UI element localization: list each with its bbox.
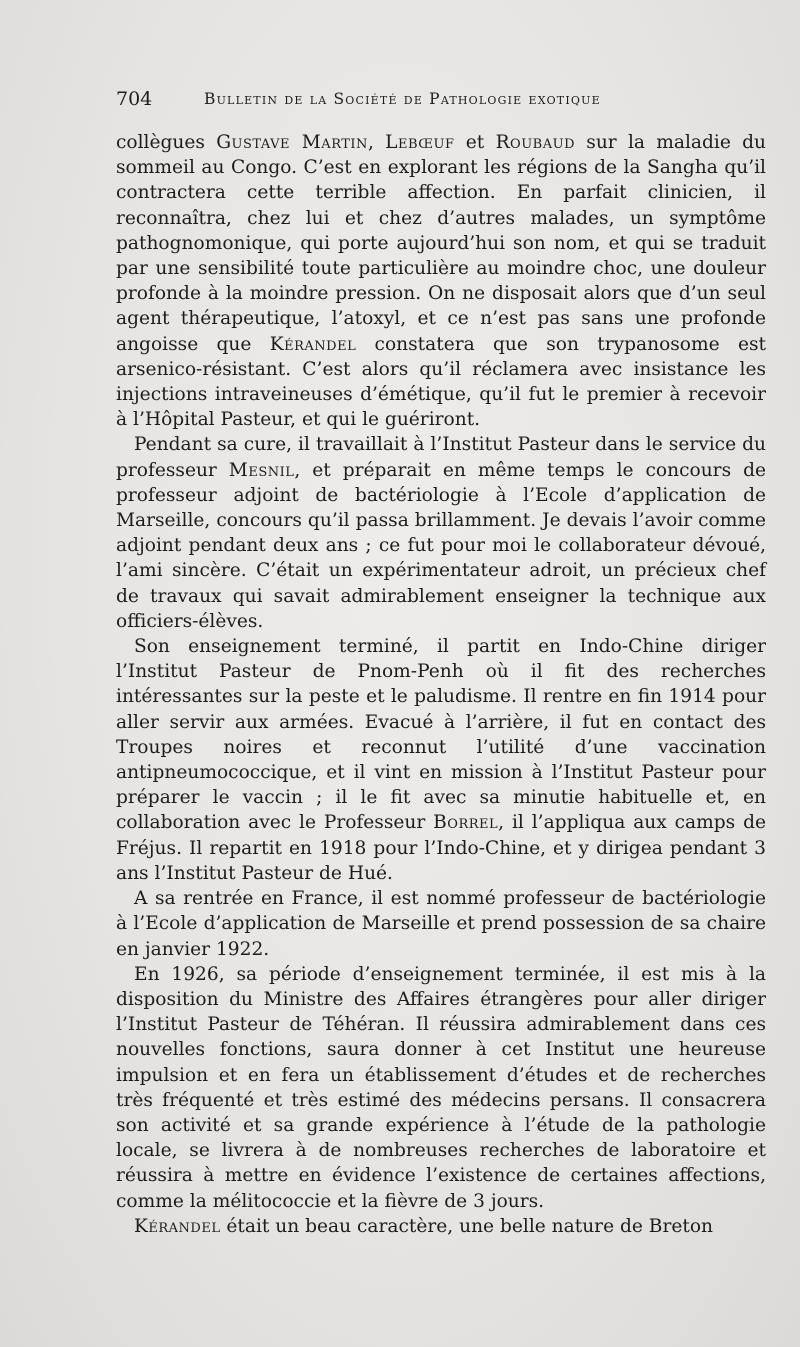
paragraph	[116, 1214, 766, 1239]
running-title: Bulletin de la Société de Pathologie exotique	[204, 90, 601, 108]
body-text	[116, 130, 766, 1239]
paragraph	[116, 130, 766, 432]
person-name: Roubaud	[495, 132, 575, 153]
page-number: 704	[116, 88, 153, 110]
text-run: ,	[367, 132, 386, 153]
text-run: , et préparait en même temps le concours de professeur adjoint de bactériologie à l’Ecole d’application de Marseille, concours qu’il passa brillamment. Je devais l’avoir comme adjoint pendant deux ans ; ce fut pour moi le collaborateur dévoué, l’ami sincère. C’était un expérimentateur adroit, un précieux chef de travaux qui savait admirablement enseigner la technique aux officiers-élèves.	[116, 459, 766, 632]
paragraph	[116, 962, 766, 1214]
text-run: Son enseignement terminé, il partit en Indo-Chine diriger l’Institut Pasteur de Pnom-Penh où il fit des recherches intéressantes sur la peste et le paludisme. Il rentre en fin 1914 pour aller servir aux armées. Evacué à l’arrière, il fut en contact des Troupes noires et reconnut l’utilité d’une vaccination antipneumococcique, et il vint en mission à l’Institut Pasteur pour préparer le vaccin ; il le fit avec sa minutie habituelle et, en collaboration avec le Professeur	[116, 636, 766, 834]
person-name: Kérandel	[134, 1215, 221, 1237]
person-name: Borrel	[433, 812, 499, 834]
text-run: sur la maladie du sommeil au Congo. C’est en explorant les régions de la Sangha qu’il contractera cette terrible affection. En parfait clinicien, il reconnaîtra, chez lui et chez d’autres malades, un symptôme pathognomonique, qui porte aujourd’hui son nom, et qui se traduit par une sensibilité toute particulière au moindre choc, une douleur profonde à la moindre pression. On ne disposait alors que d’un seul agent thérapeutique, l’atoxyl, et ce n’est pas sans une profonde angoisse que	[116, 132, 767, 355]
person-name: Mesnil	[228, 459, 295, 481]
paragraph	[116, 886, 766, 962]
person-name: Kérandel	[269, 333, 357, 355]
paragraph	[116, 432, 766, 634]
text-run: était un beau caractère, une belle nature de Breton	[220, 1215, 714, 1237]
text-run: collègues	[116, 132, 217, 153]
text-run: constatera que son trypanosome est arsenico-résistant. C’est alors qu’il réclamera avec insistance les injections intraveineuses d’émétique, qu’il fut le premier à recevoir à l’Hôpital Pasteur, et qui le guériront.	[116, 333, 766, 431]
text-run: En 1926, sa période d’enseignement terminée, il est mis à la disposition du Ministre des Affaires étrangères pour aller diriger l’Institut Pasteur de Téhéran. Il réussira admirablement dans ces nouvelles fonctions, saura donner à cet Institut une heureuse impulsion et en fera un établissement d’études et de recherches très fréquenté et très estimé des médecins persans. Il consacrera son activité et sa grande expérience à l’étude de la pathologie locale, se livrera à de nombreuses recherches de laboratoire et réussira à mettre en évidence l’existence de certaines affections, comme la mélitococcie et la fièvre de 3 jours.	[116, 963, 766, 1212]
paragraph	[116, 634, 766, 886]
person-name: Lebœuf	[385, 132, 455, 153]
text-run: et	[454, 132, 496, 153]
text-run: , il l’appliqua aux camps de Fréjus. Il repartit en 1918 pour l’Indo-Chine, et y dirigea pendant 3 ans l’Institut Pasteur de Hué.	[116, 812, 766, 884]
person-name: Gustave Martin	[216, 132, 368, 153]
text-run: A sa rentrée en France, il est nommé professeur de bactériologie à l’Ecole d’application de Marseille et prend possession de sa chaire en janvier 1922.	[116, 888, 766, 960]
page-header	[116, 86, 766, 116]
text-run: Pendant sa cure, il travaillait à l’Institut Pasteur dans le service du professeur	[116, 434, 766, 481]
